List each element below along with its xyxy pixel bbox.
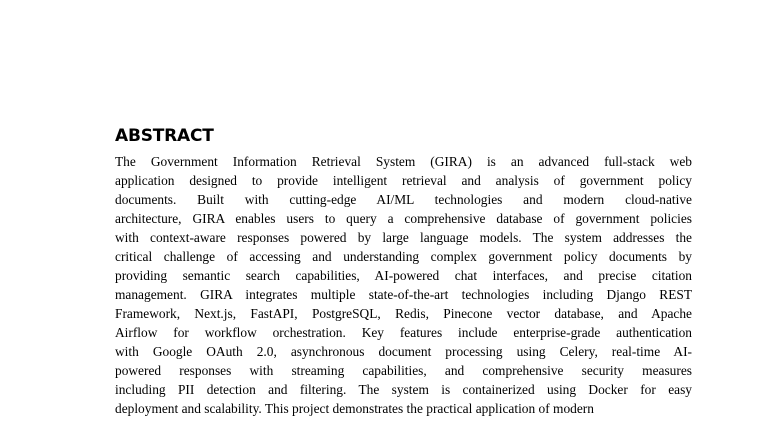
abstract-line: with Google OAuth 2.0, asynchronous document processing using Celery, real-time AI- <box>115 344 692 359</box>
abstract-line: The Government Information Retrieval System (GIRA) is an advanced full-stack web <box>115 154 692 169</box>
abstract-line: with context-aware responses powered by large language models. The system addresses the <box>115 230 692 245</box>
abstract-line: providing semantic search capabilities, AI-powered chat interfaces, and precise citation <box>115 268 692 283</box>
abstract-line: Airflow for workflow orchestration. Key features include enterprise-grade authentication <box>115 325 692 340</box>
abstract-line: Framework, Next.js, FastAPI, PostgreSQL, Redis, Pinecone vector database, and Apache <box>115 306 692 321</box>
abstract-line: including PII detection and filtering. The system is containerized using Docker for easy <box>115 382 692 397</box>
abstract-line: critical challenge of accessing and understanding complex government policy documents by <box>115 249 692 264</box>
abstract-line: deployment and scalability. This project demonstrates the practical application of modern <box>115 401 594 416</box>
abstract-line: management. GIRA integrates multiple state-of-the-art technologies including Django REST <box>115 287 692 302</box>
abstract-line: powered responses with streaming capabilities, and comprehensive security measures <box>115 363 692 378</box>
abstract-line: application designed to provide intelligent retrieval and analysis of government policy <box>115 173 692 188</box>
abstract-body <box>115 152 692 418</box>
abstract-line: architecture, GIRA enables users to query a comprehensive database of government policies <box>115 211 692 226</box>
abstract-line: documents. Built with cutting-edge AI/ML technologies and modern cloud-native <box>115 192 692 207</box>
abstract-heading: ABSTRACT <box>115 126 214 146</box>
